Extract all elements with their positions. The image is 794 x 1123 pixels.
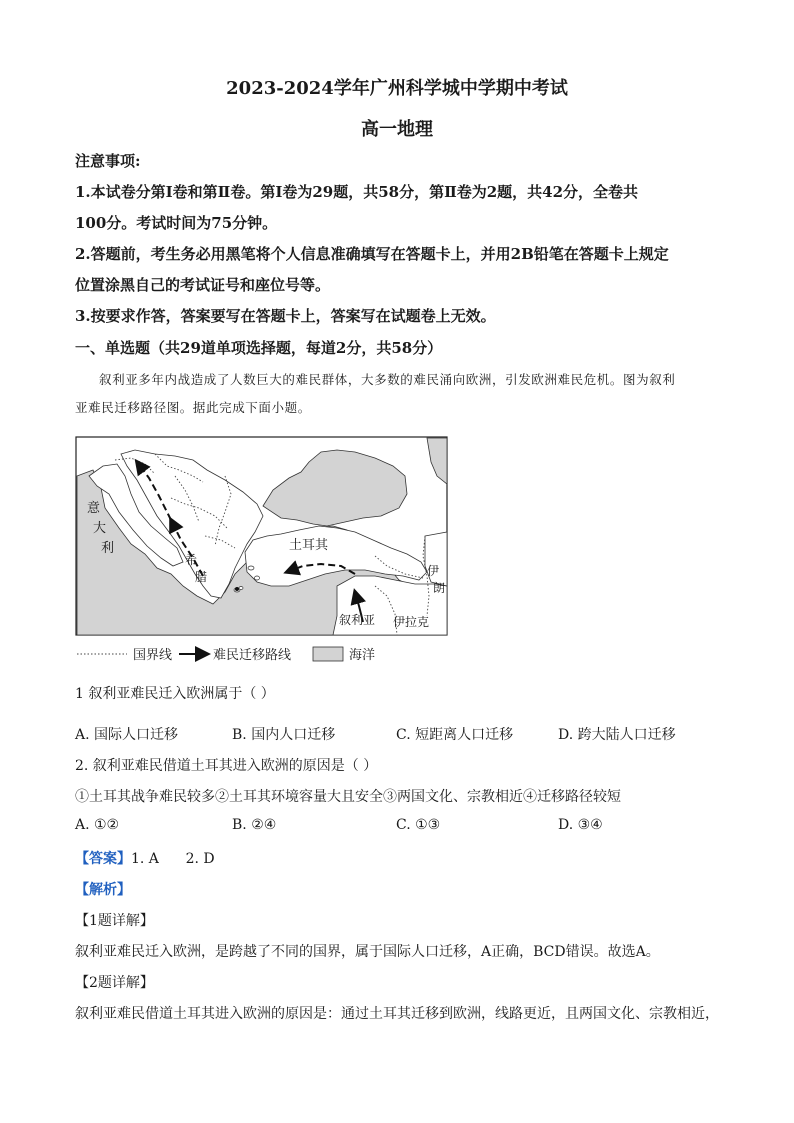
q2-stem: 2. 叙利亚难民借道土耳其进入欧洲的原因是（ ） <box>75 758 378 774</box>
exam-subtitle: 高一地理 <box>361 119 433 140</box>
q1-option-b: B. 国内人口迁移 <box>232 727 336 743</box>
q2-option-d: D. ③④ <box>558 817 603 833</box>
notes-item2-line1: 2.答题前，考生务必用黑笔将个人信息准确填写在答题卡上，并用2B铅笔在答题卡上规定 <box>75 245 669 263</box>
notes-header: 注意事项: <box>75 152 141 170</box>
q1-option-c: C. 短距离人口迁移 <box>396 727 514 743</box>
label-italy-2: 大 <box>93 521 107 536</box>
q1-option-a: A. 国际人口迁移 <box>75 727 179 743</box>
label-iraq: 伊拉克 <box>393 615 430 629</box>
map-legend <box>75 643 395 665</box>
detail1-label: 【1题详解】 <box>75 913 154 929</box>
notes-item1-line2: 100分。考试时间为75分钟。 <box>75 214 278 232</box>
label-iran-1: 伊 <box>427 564 440 578</box>
label-italy-3: 利 <box>101 541 115 556</box>
section1-intro-line1: 叙利亚多年内战造成了人数巨大的难民群体，大多数的难民涌向欧洲，引发欧洲难民危机。图为叙利 <box>99 372 676 387</box>
detail2-text: 叙利亚难民借道土耳其进入欧洲的原因是：通过土耳其迁移到欧洲，线路更近，且两国文化、宗教相近， <box>75 1006 719 1022</box>
label-greece-1: 希 <box>185 553 198 567</box>
analysis-label: 【解析】 <box>75 882 131 898</box>
q1-option-d: D. 跨大陆人口迁移 <box>558 727 676 743</box>
section1-intro-line2: 亚难民迁移路径图。据此完成下面小题。 <box>75 400 311 415</box>
label-iran-2: 朗 <box>433 581 446 595</box>
answer-line <box>75 848 215 868</box>
notes-item3: 3.按要求作答，答案要写在答题卡上，答案写在试题卷上无效。 <box>75 307 496 325</box>
label-greece-2: 腊 <box>195 570 208 584</box>
q2-option-b: B. ②④ <box>232 817 277 833</box>
detail2-label: 【2题详解】 <box>75 975 154 991</box>
answer-text: 1. A 2. D <box>131 851 215 867</box>
legend-route-label: 难民迁移路线 <box>213 648 292 663</box>
q2-option-a: A. ①② <box>75 817 120 833</box>
q2-option-c: C. ①③ <box>396 817 441 833</box>
answer-label: 【答案】 <box>75 851 131 867</box>
legend-border-label: 国界线 <box>133 648 173 663</box>
label-syria: 叙利亚 <box>339 613 376 627</box>
section1-header: 一、单选题（共29道单项选择题，每道2分，共58分） <box>75 339 443 357</box>
detail1-text: 叙利亚难民迁入欧洲，是跨越了不同的国界，属于国际人口迁移，A正确，BCD错误。故选A。 <box>75 944 660 960</box>
legend-sea-swatch <box>313 647 343 661</box>
legend-sea-label: 海洋 <box>349 648 376 663</box>
label-italy-1: 意 <box>87 501 101 516</box>
label-turkey: 土耳其 <box>289 538 329 553</box>
refugee-route-map <box>75 436 448 638</box>
q2-statements: ①土耳其战争难民较多②土耳其环境容量大且安全③两国文化、宗教相近④迁移路径较短 <box>75 789 621 805</box>
notes-item2-line2: 位置涂黑自己的考试证号和座位号等。 <box>75 276 331 294</box>
q1-stem: 1 叙利亚难民迁入欧洲属于（ ） <box>75 686 275 702</box>
notes-item1-line1: 1.本试卷分第Ⅰ卷和第Ⅱ卷。第Ⅰ卷为29题，共58分，第Ⅱ卷为2题，共42分，全卷共 <box>75 183 639 201</box>
exam-title: 2023-2024学年广州科学城中学期中考试 <box>226 78 568 99</box>
